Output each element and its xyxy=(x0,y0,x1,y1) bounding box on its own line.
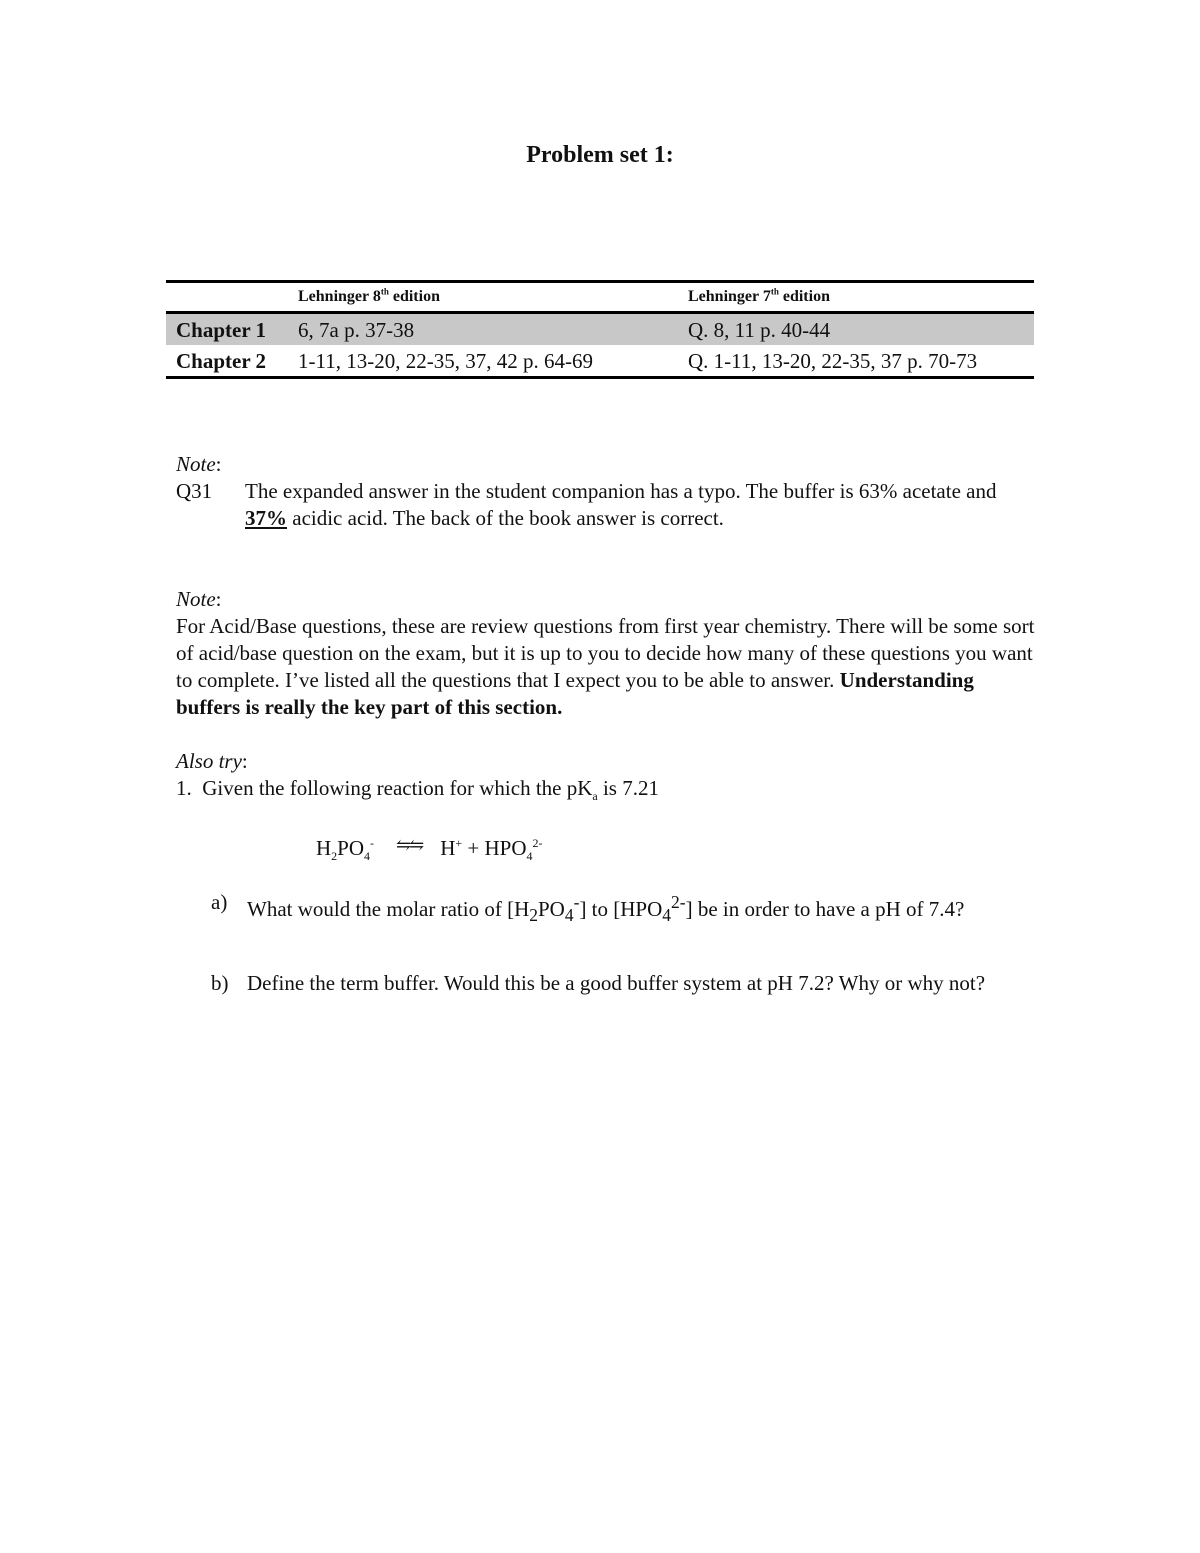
row-7th-cell: Q. 1-11, 13-20, 22-35, 37 p. 70-73 xyxy=(688,349,978,373)
q31-text: The expanded answer in the student companion has a typo. The buffer is 63% acetate and 37% acidic acid. The back of the book answer is correct. xyxy=(245,479,997,530)
note-q31 xyxy=(176,451,1036,532)
note-label: Note: xyxy=(176,452,222,476)
also-try-label: Also try: xyxy=(176,749,248,773)
note-acid-base-text: For Acid/Base questions, these are review questions from first year chemistry. There will be some sort of acid/base question on the exam, but it is up to you to decide how many of these questions you want to complete. I’ve listed all the questions that I expect you to be able to answer. Understanding buffers is really the key part of this section. xyxy=(176,614,1035,719)
header-empty xyxy=(166,282,288,313)
also-try xyxy=(176,748,1036,810)
sub-question-a: a) What would the molar ratio of $[H_2PO_4^-]$ to $[HPO_4^{2-}]$ be in order to have a pH of 7.4? xyxy=(211,889,1011,929)
reaction-equation: $H_2PO_4^-$ ⇋⇋ $H^+ + HPO_4^{2-}$ xyxy=(316,835,543,864)
row-7th-cell: Q. 8, 11 p. 40-44 xyxy=(678,313,1034,346)
chapter-table xyxy=(166,280,1034,379)
note-acid-base xyxy=(176,586,1036,721)
table-row xyxy=(166,345,1034,378)
row-chapter-label: Chapter 2 xyxy=(176,349,267,373)
header-8th-edition: Lehninger 8th edition xyxy=(288,282,678,313)
note-label: Note: xyxy=(176,587,222,611)
table-row xyxy=(166,313,1034,346)
row-8th-cell: 1-11, 13-20, 22-35, 37, 42 p. 64-69 xyxy=(298,349,593,373)
equilibrium-arrow-icon: ⇋⇋ xyxy=(396,835,423,855)
sub-question-a-text: What would the molar ratio of $[H_2PO_4^-]$ to $[HPO_4^{2-}]$ be in order to have a pH of 7.4? xyxy=(247,892,965,926)
row-chapter-label: Chapter 1 xyxy=(166,313,288,346)
sub-question-b-text: Define the term buffer. Would this be a good buffer system at pH 7.2? Why or why not? xyxy=(247,971,986,995)
sub-question-b: b) Define the term buffer. Would this be a good buffer system at pH 7.2? Why or why not? xyxy=(211,971,986,995)
header-7th-edition: Lehninger 7th edition xyxy=(678,282,1034,313)
row-8th-cell: 6, 7a p. 37-38 xyxy=(288,313,678,346)
page-title: Problem set 1: xyxy=(526,142,674,168)
also-try-item-1: 1. Given the following reaction for which the $pK_a$ is 7.21 xyxy=(176,776,659,804)
table-header-row xyxy=(166,282,1034,313)
q31-item: Q31 The expanded answer in the student companion has a typo. The buffer is 63% acetate and 37% acidic acid. The back of the book answer is correct. xyxy=(176,478,1036,532)
